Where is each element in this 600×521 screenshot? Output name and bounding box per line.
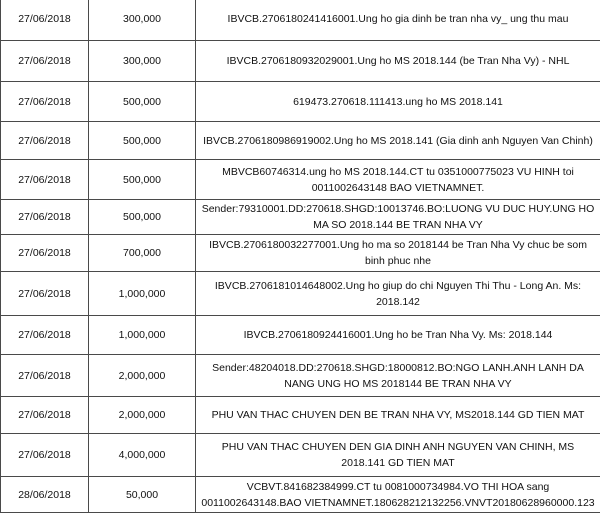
- description-cell: PHU VAN THAC CHUYEN DEN GIA DINH ANH NGUYEN VAN CHINH, MS 2018.141 GD TIEN MAT: [196, 434, 600, 477]
- table-row: [1, 316, 600, 355]
- amount-cell: 1,000,000: [89, 316, 196, 355]
- description-cell: IBVCB.2706180924416001.Ung ho be Tran Nha Vy. Ms: 2018.144: [196, 316, 600, 355]
- description-cell: 619473.270618.111413.ung ho MS 2018.141: [196, 82, 600, 122]
- date-cell: 27/06/2018: [1, 160, 89, 200]
- date-cell: 27/06/2018: [1, 434, 89, 477]
- description-cell: IBVCB.2706181014648002.Ung ho giup do chi Nguyen Thi Thu - Long An. Ms: 2018.142: [196, 272, 600, 316]
- table-row: [1, 235, 600, 272]
- amount-cell: 4,000,000: [89, 434, 196, 477]
- date-cell: 28/06/2018: [1, 477, 89, 513]
- date-cell: 27/06/2018: [1, 272, 89, 316]
- date-cell: 27/06/2018: [1, 122, 89, 160]
- table-row: [1, 272, 600, 316]
- table-row: [1, 434, 600, 477]
- description-cell: IBVCB.2706180932029001.Ung ho MS 2018.144 (be Tran Nha Vy) - NHL: [196, 41, 600, 82]
- date-cell: 27/06/2018: [1, 41, 89, 82]
- amount-cell: 2,000,000: [89, 355, 196, 397]
- table-row: [1, 82, 600, 122]
- table-row: [1, 477, 600, 513]
- date-cell: 27/06/2018: [1, 235, 89, 272]
- amount-cell: 50,000: [89, 477, 196, 513]
- amount-cell: 1,000,000: [89, 272, 196, 316]
- description-cell: IBVCB.2706180986919002.Ung ho MS 2018.141 (Gia dinh anh Nguyen Van Chinh): [196, 122, 600, 160]
- date-cell: 27/06/2018: [1, 0, 89, 41]
- date-cell: 27/06/2018: [1, 200, 89, 235]
- amount-cell: 500,000: [89, 160, 196, 200]
- amount-cell: 500,000: [89, 200, 196, 235]
- table-row: [1, 355, 600, 397]
- date-cell: 27/06/2018: [1, 397, 89, 434]
- date-cell: 27/06/2018: [1, 355, 89, 397]
- table-row: [1, 122, 600, 160]
- description-cell: IBVCB.2706180241416001.Ung ho gia dinh be tran nha vy_ ung thu mau: [196, 0, 600, 41]
- description-cell: PHU VAN THAC CHUYEN DEN BE TRAN NHA VY, MS2018.144 GD TIEN MAT: [196, 397, 600, 434]
- table-row: [1, 397, 600, 434]
- table-row: [1, 160, 600, 200]
- amount-cell: 300,000: [89, 41, 196, 82]
- description-cell: MBVCB60746314.ung ho MS 2018.144.CT tu 0351000775023 VU HINH toi 0011002643148 BAO VIETNAMNET.: [196, 160, 600, 200]
- description-cell: VCBVT.841682384999.CT tu 0081000734984.VO THI HOA sang 0011002643148.BAO VIETNAMNET.180628212132256.VNVT20180628960000.123: [196, 477, 600, 513]
- amount-cell: 2,000,000: [89, 397, 196, 434]
- description-cell: Sender:79310001.DD:270618.SHGD:10013746.BO:LUONG VU DUC HUY.UNG HO MA SO 2018.144 BE TRAN NHA VY: [196, 200, 600, 235]
- amount-cell: 700,000: [89, 235, 196, 272]
- amount-cell: 500,000: [89, 122, 196, 160]
- description-cell: Sender:48204018.DD:270618.SHGD:18000812.BO:NGO LANH.ANH LANH DA NANG UNG HO MS 2018144 BE TRAN NHA VY: [196, 355, 600, 397]
- date-cell: 27/06/2018: [1, 316, 89, 355]
- amount-cell: 300,000: [89, 0, 196, 41]
- date-cell: 27/06/2018: [1, 82, 89, 122]
- table-row: [1, 0, 600, 41]
- table-row: [1, 41, 600, 82]
- description-cell: IBVCB.2706180032277001.Ung ho ma so 2018144 be Tran Nha Vy chuc be som binh phuc nhe: [196, 235, 600, 272]
- amount-cell: 500,000: [89, 82, 196, 122]
- table-row: [1, 200, 600, 235]
